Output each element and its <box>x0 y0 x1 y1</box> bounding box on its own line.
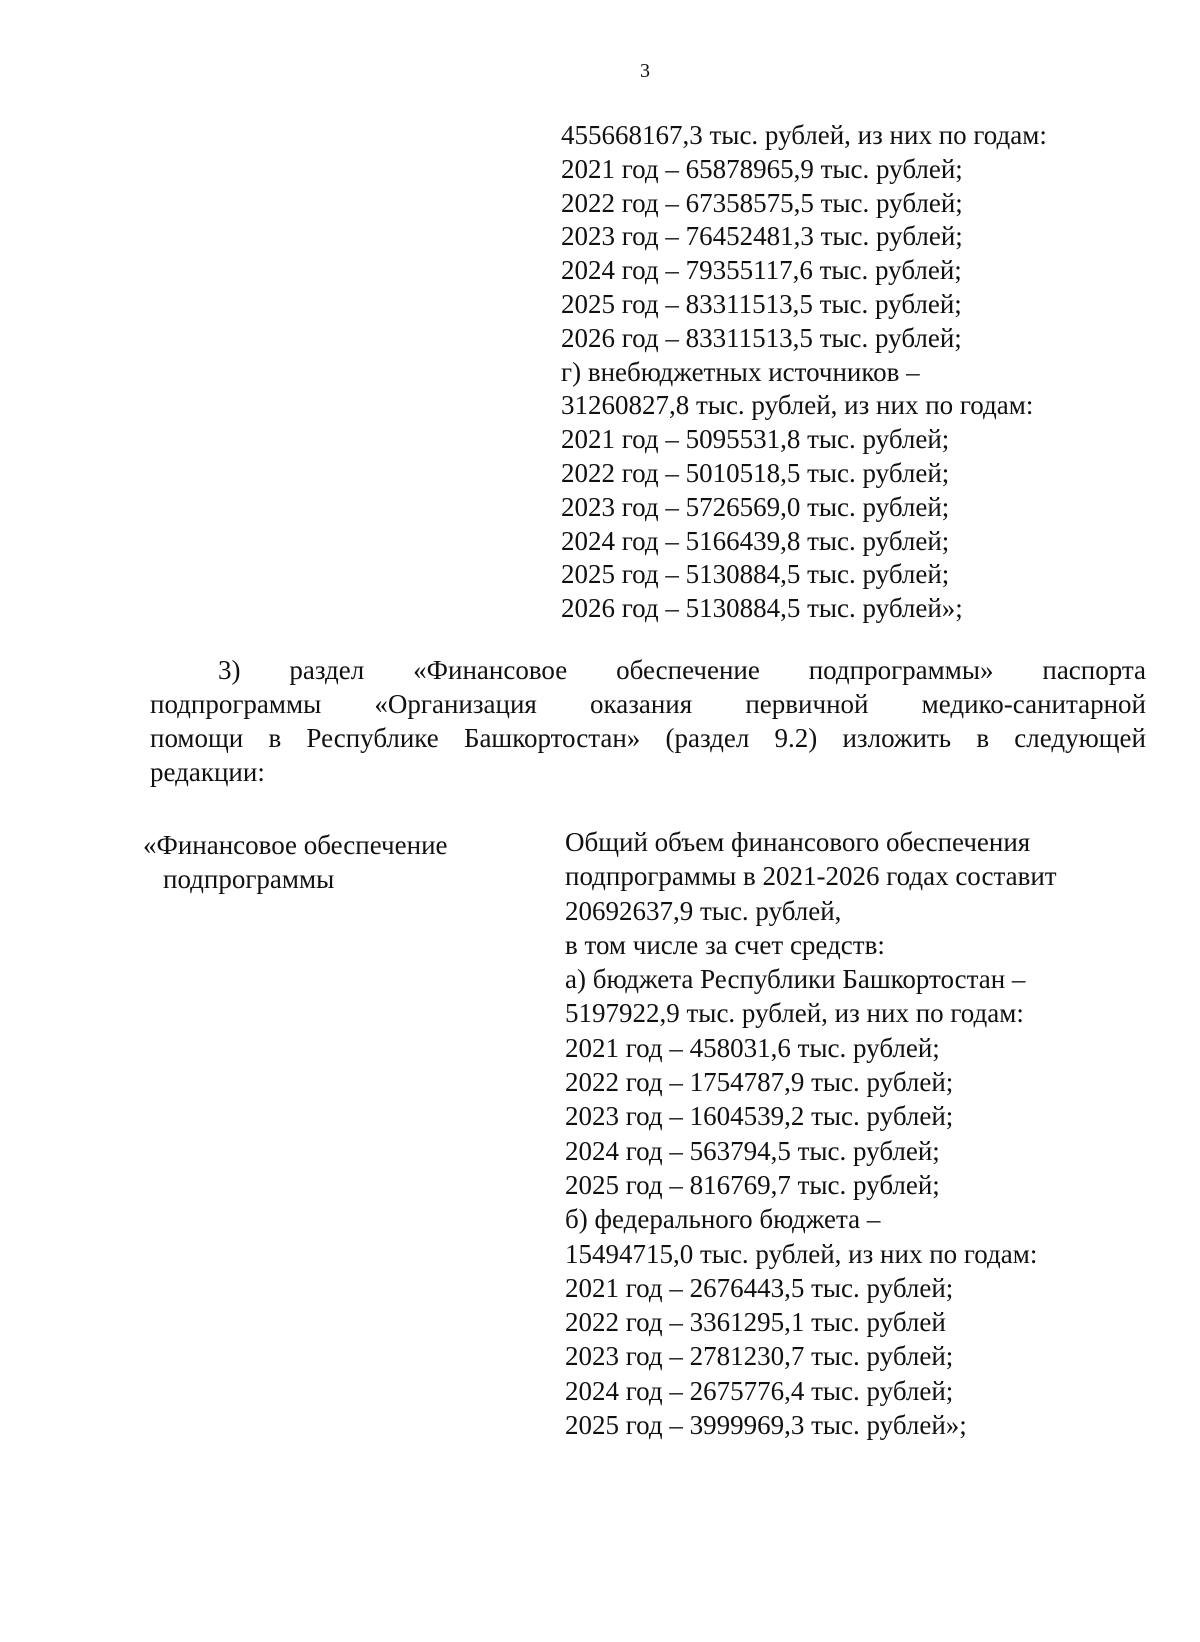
funding-line: 5197922,9 тыс. рублей, из них по годам: <box>565 998 1024 1029</box>
funding-line: б) федерального бюджета – <box>565 1204 881 1235</box>
paragraph-line: 3) раздел «Финансовое обеспечение подпрограммы» паспорта <box>218 655 1146 685</box>
funding-line: Общий объем финансового обеспечения <box>565 827 1031 857</box>
funding-line: 2025 год – 816769,7 тыс. рублей; <box>565 1169 940 1200</box>
funding-line: 2025 год – 83311513,5 тыс. рублей; <box>561 288 962 319</box>
funding-line: г) внебюджетных источников – <box>561 356 920 387</box>
funding-line: 20692637,9 тыс. рублей, <box>565 895 842 926</box>
subprogram-funding-block <box>565 826 1057 1443</box>
funding-line: 2025 год – 5130884,5 тыс. рублей; <box>561 559 950 590</box>
funding-line: 2026 год – 5130884,5 тыс. рублей»; <box>561 593 963 624</box>
funding-line: 2023 год – 76452481,3 тыс. рублей; <box>561 221 963 252</box>
section-heading-line: «Финансовое обеспечение <box>143 830 448 860</box>
funding-line: 455668167,3 тыс. рублей, из них по годам: <box>561 120 1047 150</box>
funding-line: 2021 год – 65878965,9 тыс. рублей; <box>561 153 963 184</box>
funding-line: в том числе за счет средств: <box>565 929 885 960</box>
paragraph-line: подпрограммы «Организация оказания первичной медико-санитарной <box>150 689 1146 719</box>
funding-line: а) бюджета Республики Башкортостан – <box>565 964 1026 995</box>
funding-line: 31260827,8 тыс. рублей, из них по годам: <box>561 390 1034 421</box>
continued-funding-block <box>561 119 1047 626</box>
funding-line: подпрограммы в 2021-2026 годах составит <box>565 861 1057 892</box>
section-heading-line: подпрограммы <box>163 864 335 894</box>
funding-line: 2024 год – 563794,5 тыс. рублей; <box>565 1135 940 1166</box>
funding-line: 2022 год – 5010518,5 тыс. рублей; <box>561 457 950 488</box>
funding-line: 2021 год – 2676443,5 тыс. рублей; <box>565 1272 954 1303</box>
funding-line: 2024 год – 5166439,8 тыс. рублей; <box>561 525 950 556</box>
funding-line: 2022 год – 3361295,1 тыс. рублей <box>565 1307 946 1338</box>
funding-line: 2022 год – 67358575,5 тыс. рублей; <box>561 187 963 218</box>
paragraph-line: редакции: <box>150 757 265 787</box>
funding-line: 2025 год – 3999969,3 тыс. рублей»; <box>565 1410 967 1441</box>
funding-line: 15494715,0 тыс. рублей, из них по годам: <box>565 1238 1038 1269</box>
funding-line: 2023 год – 5726569,0 тыс. рублей; <box>561 491 950 522</box>
page-number: 3 <box>640 60 650 82</box>
funding-line: 2021 год – 5095531,8 тыс. рублей; <box>561 424 950 455</box>
funding-line: 2021 год – 458031,6 тыс. рублей; <box>565 1032 940 1063</box>
funding-line: 2024 год – 79355117,6 тыс. рублей; <box>561 255 962 286</box>
paragraph-line: помощи в Республике Башкортостан» (раздел 9.2) изложить в следующей <box>150 723 1146 753</box>
funding-line: 2023 год – 2781230,7 тыс. рублей; <box>565 1341 954 1372</box>
funding-line: 2023 год – 1604539,2 тыс. рублей; <box>565 1101 954 1132</box>
amendment-paragraph <box>150 653 1146 789</box>
section-heading-cell <box>143 828 448 896</box>
funding-line: 2022 год – 1754787,9 тыс. рублей; <box>565 1067 954 1098</box>
funding-line: 2026 год – 83311513,5 тыс. рублей; <box>561 322 962 353</box>
funding-line: 2024 год – 2675776,4 тыс. рублей; <box>565 1375 954 1406</box>
